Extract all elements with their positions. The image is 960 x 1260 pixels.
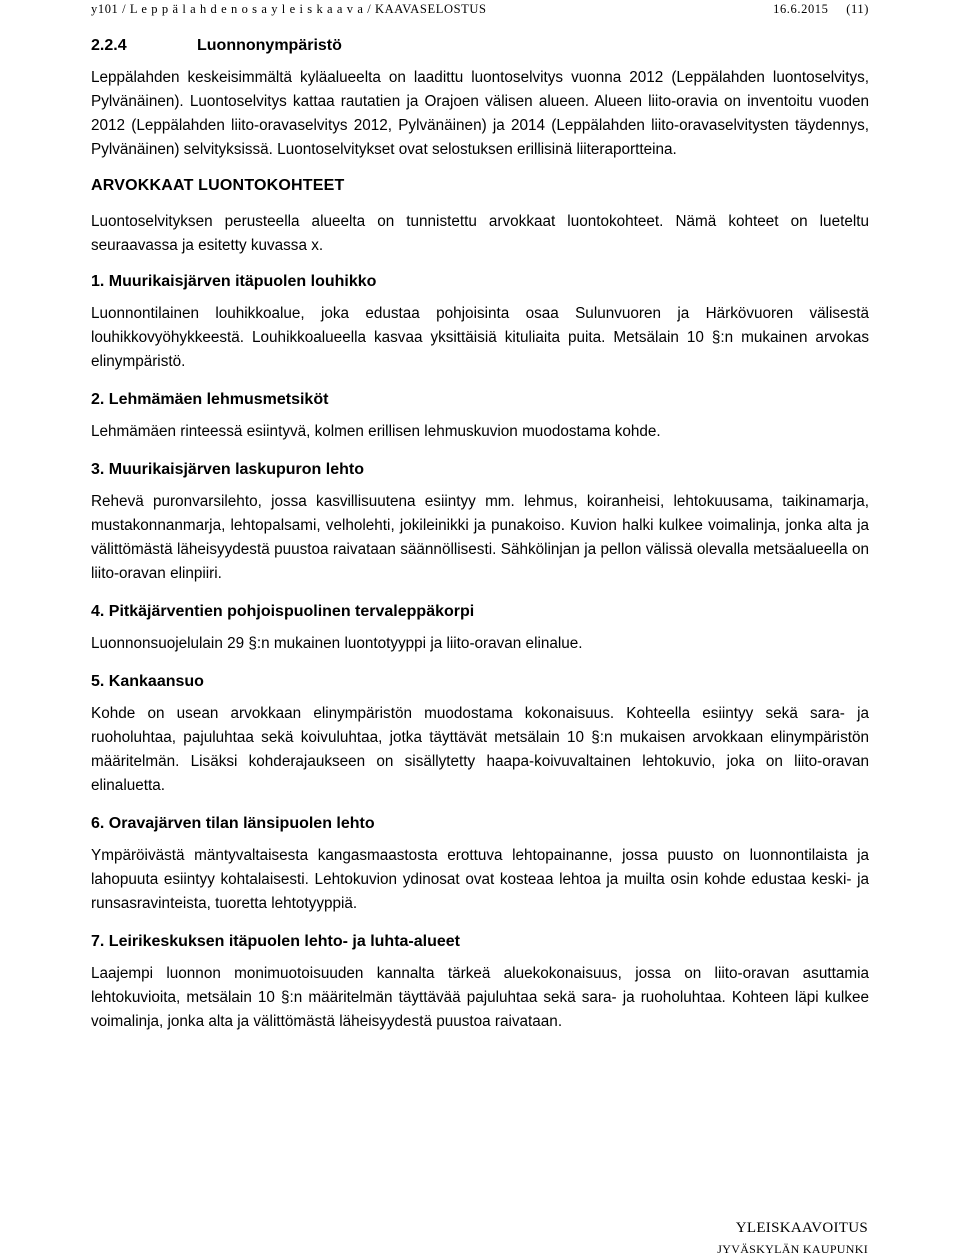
valuable-sites-intro: Luontoselvityksen perusteella alueelta on tunnistettu arvokkaat luontokohteet. Nämä kohteet on lueteltu seuraavassa ja esitetty kuvassa x. xyxy=(91,213,869,254)
footer-department: YLEISKAAVOITUS xyxy=(735,1220,868,1236)
site-3-title: 3. Muurikaisjärven laskupuron lehto xyxy=(91,461,364,478)
section-title: Luonnonympäristö xyxy=(197,37,342,54)
valuable-sites-heading: ARVOKKAAT LUONTOKOHTEET xyxy=(91,177,345,194)
page-footer xyxy=(717,1219,868,1257)
site-3-text: Rehevä puronvarsilehto, jossa kasvillisuutena esiintyy mm. lehmus, koiranheisi, lehtokuusama, taikinamarja, mustakonnanmarja, lehtopalsami, velholehti, jokileinikki ja punakoiso. Kuvion halki kulkee voimalinja, jonka alta ja välittömästä läheisyydestä puustoa raivataan säännöllisesti. Sähkölinjan ja pellon välissä olevalla metsäalueella on liito-oravan elinpiiri. xyxy=(91,493,869,582)
page-number: (11) xyxy=(846,2,869,16)
site-5-title: 5. Kankaansuo xyxy=(91,673,204,690)
site-1-title: 1. Muurikaisjärven itäpuolen louhikko xyxy=(91,273,377,290)
site-5-text: Kohde on usean arvokkaan elinympäristön muodostama kokonaisuus. Kohteella esiintyy sekä sara- ja ruoholuhtaa, pajuluhtaa sekä koivuluhtaa, jotka täyttävät metsälain 10 §:n mukaisen arvokkaan elinympäristön määritelmän. Lisäksi kohderajaukseen on sisällytetty haapa-koivuvaltainen lehtokuvio, joka on liito-oravan elinaluetta. xyxy=(91,705,869,794)
site-2-text: Lehmämäen rinteessä esiintyvä, kolmen erillisen lehmuskuvion muodostama kohde. xyxy=(91,423,661,440)
site-4-title: 4. Pitkäjärventien pohjoispuolinen tervaleppäkorpi xyxy=(91,603,475,620)
site-1-text: Luonnontilainen louhikkoalue, joka edustaa pohjoisinta osaa Sulunvuoren ja Härkövuoren välisestä louhikkovyöhykkeestä. Louhikkoalueella kasvaa yksittäisiä kituliaita puita. Metsälain 10 §:n mukainen arvokas elinympäristö. xyxy=(91,305,869,370)
site-4-text: Luonnonsuojelulain 29 §:n mukainen luontotyyppi ja liito-oravan elinalue. xyxy=(91,635,583,652)
site-7-text: Laajempi luonnon monimuotoisuuden kannalta tärkeä aluekokonaisuus, jossa on liito-oravan asuttamia lehtokuvioita, metsälain 10 §:n määritelmän täyttävää pajuluhtaa sekä sara- ja ruoholuhtaa. Kohteen läpi kulkee voimalinja, jonka alta ja välittömästä läheisyydestä puustoa raivataan. xyxy=(91,965,869,1030)
site-7-title: 7. Leirikeskuksen itäpuolen lehto- ja luhta-alueet xyxy=(91,933,460,950)
section-number: 2.2.4 xyxy=(91,37,127,54)
site-6-text: Ympäröivästä mäntyvaltaisesta kangasmaastosta erottuva lehtopainanne, jossa puusto on luonnontilaista ja lahopuuta esiintyy kohtalaisesti. Lehtokuvion ydinosat ovat kosteaa lehtoa ja muilta osin kohde edustaa keski- ja runsasravinteista, tuoretta lehtotyyppiä. xyxy=(91,847,869,912)
site-6-title: 6. Oravajärven tilan länsipuolen lehto xyxy=(91,815,375,832)
footer-organization: JYVÄSKYLÄN KAUPUNKI xyxy=(717,1242,868,1256)
document-body xyxy=(91,34,869,1038)
document-date: 16.6.2015 xyxy=(773,2,829,16)
site-2-title: 2. Lehmämäen lehmusmetsiköt xyxy=(91,391,329,408)
header-meta xyxy=(773,2,869,22)
running-header xyxy=(91,2,869,22)
document-path: y101 / L e p p ä l a h d e n o s a y l e i s k a a v a / KAAVASELOSTUS xyxy=(91,2,487,16)
section-heading xyxy=(91,34,869,58)
intro-paragraph: Leppälahden keskeisimmältä kyläalueelta on laadittu luontoselvitys vuonna 2012 (Leppälahden luontoselvitys, Pylvänäinen). Luontoselvitys kattaa rautatien ja Orajoen välisen alueen. Alueen liito-oravia on inventoitu vuoden 2012 (Leppälahden liito-oravaselvitys 2012, Pylvänäinen) ja 2014 (Leppälahden liito-oravaselvitysten täydennys, Pylvänäinen) selvityksissä. Luontoselvitykset ovat selostuksen erillisinä liiteraportteina. xyxy=(91,69,869,158)
